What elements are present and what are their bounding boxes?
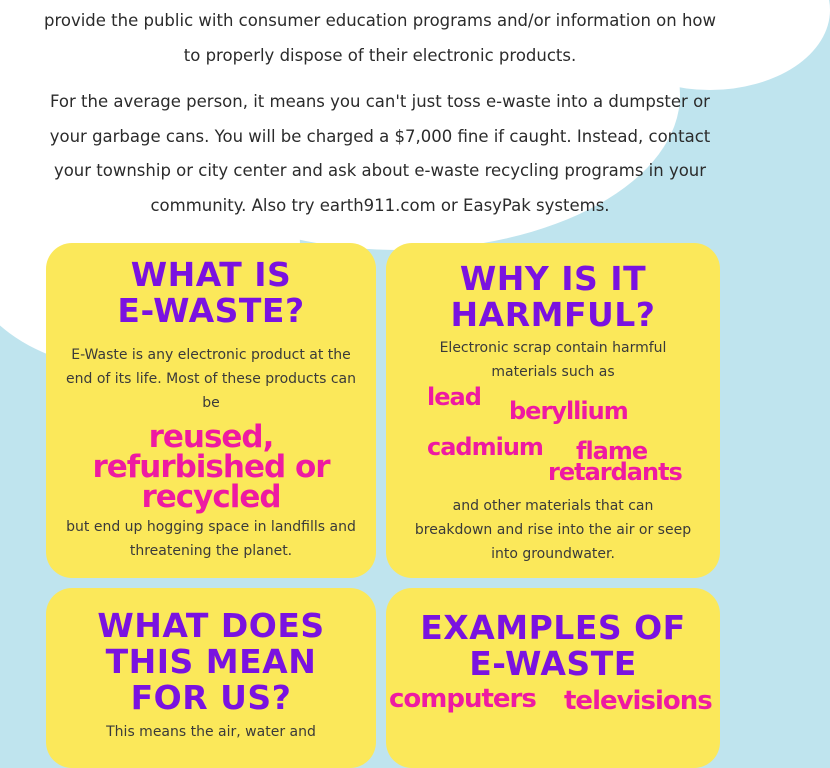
title-line: WHY IS IT xyxy=(459,259,647,298)
material-cadmium: cadmium xyxy=(427,433,543,461)
material-lead: lead xyxy=(427,383,481,411)
card-what-means-title xyxy=(46,608,376,716)
highlight-reused: reused, xyxy=(148,419,274,455)
card-what-is-outro: but end up hogging space in landfills and threatening the planet. xyxy=(66,519,356,559)
card-why-title xyxy=(386,261,720,333)
example-televisions: televisions xyxy=(564,686,712,716)
card-what-is-ewaste xyxy=(46,243,376,578)
title-line: HARMFUL? xyxy=(450,295,656,334)
card-what-means xyxy=(46,588,376,768)
intro-paragraph-top: provide the public with consumer education programs and/or information on how to properly dispose of their electronic products. xyxy=(43,11,717,65)
highlight-recycled: recycled xyxy=(141,479,281,515)
card-what-is-intro: E-Waste is any electronic product at the end of its life. Most of these products can be xyxy=(66,347,357,411)
card-examples-title xyxy=(386,610,720,682)
title-line: E-WASTE xyxy=(469,644,637,683)
intro-paragraph-second: For the average person, it means you can't just toss e-waste into a dumpster or your garbage cans. You will be charged a $7,000 fine if caught. Instead, contact your township or city center and ask about e-waste recycling programs in your community. Also try earth911.com or EasyPak systems. xyxy=(49,92,711,215)
card-what-is-title xyxy=(46,257,376,329)
title-line: FOR US? xyxy=(130,678,292,717)
title-line: WHAT DOES xyxy=(97,606,325,645)
card-what-means-text: This means the air, water and xyxy=(106,724,316,740)
card-why-harmful xyxy=(386,243,720,578)
card-why-outro: and other materials that can breakdown and rise into the air or seep into groundwater. xyxy=(414,498,692,562)
example-computers: computers xyxy=(389,684,536,714)
title-line: E-WASTE? xyxy=(117,291,305,330)
title-line: EXAMPLES OF xyxy=(420,608,686,647)
material-beryllium: beryllium xyxy=(509,397,628,425)
card-why-intro: Electronic scrap contain harmful materials such as xyxy=(439,340,667,380)
material-retardants: retardants xyxy=(548,458,682,486)
title-line: WHAT IS xyxy=(130,255,292,294)
title-line: THIS MEAN xyxy=(105,642,317,681)
material-flame: flame xyxy=(576,437,648,465)
card-examples xyxy=(386,588,720,768)
highlight-refurbished: refurbished or xyxy=(92,449,330,485)
